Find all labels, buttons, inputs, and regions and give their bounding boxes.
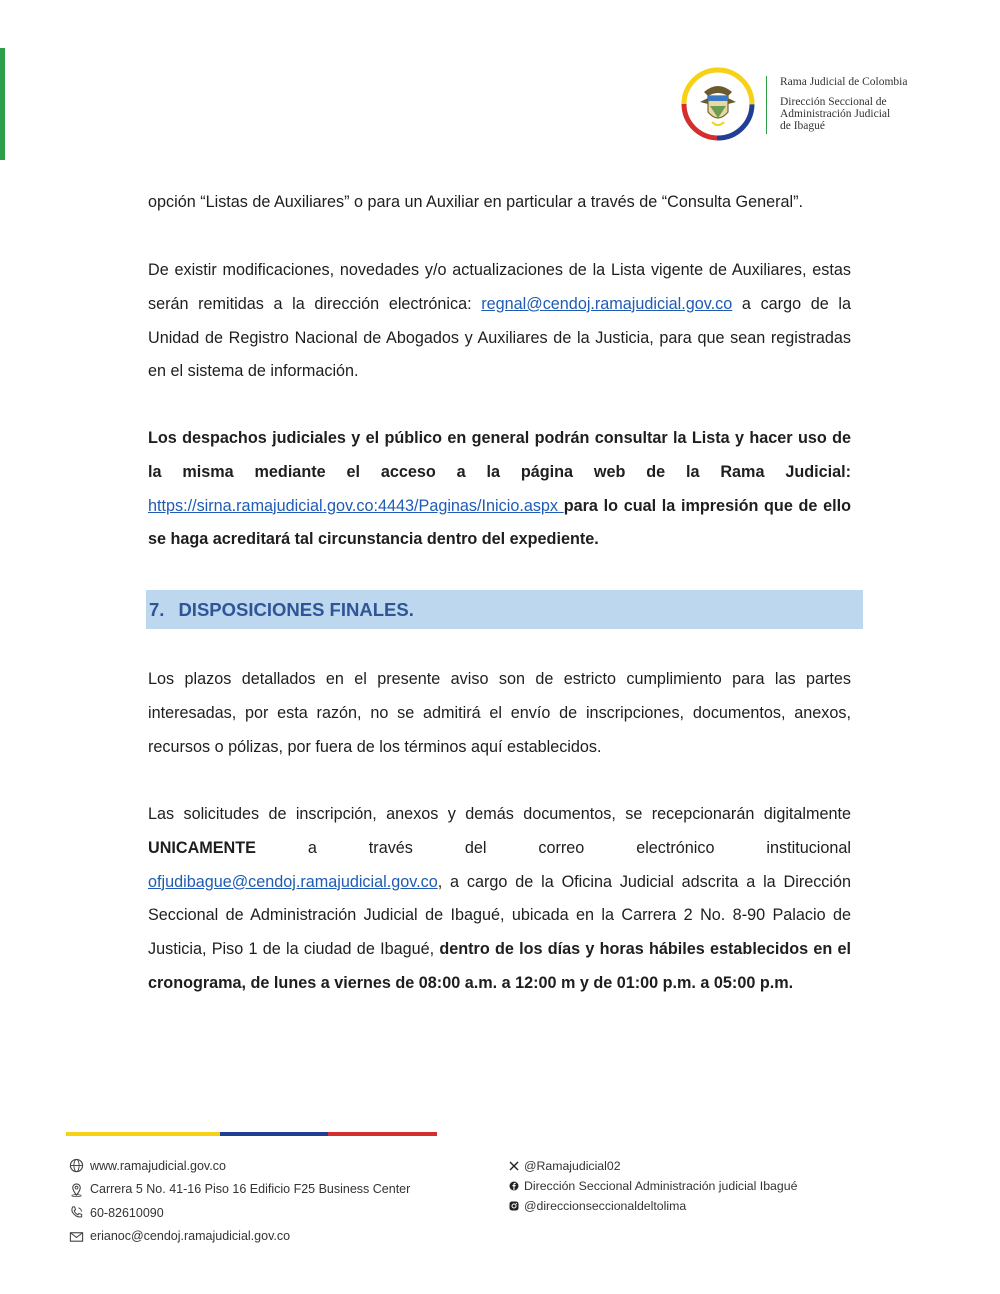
paragraph-plazos: Los plazos detallados en el presente aviso son de estricto cumplimiento para las partes interesadas, por esta razón, no se admitirá el envío de inscripciones, documentos, anexos, recursos o pólizas, por fuera de los términos aquí establecidos.: [148, 670, 851, 756]
x-logo-icon: [508, 1158, 519, 1174]
section-title: DISPOSICIONES FINALES.: [178, 599, 414, 620]
phone-icon: [68, 1205, 84, 1221]
footer-facebook-row: [508, 1176, 797, 1196]
footer-x-handle[interactable]: @Ramajudicial02: [524, 1159, 621, 1173]
envelope-icon: [68, 1228, 84, 1244]
footer-x-row: [508, 1156, 797, 1176]
paragraph-modificaciones: De existir modificaciones, novedades y/o actualizaciones de la Lista vigente de Auxiliares, estas serán remitidas a la dirección electrónica: regnal@cendoj.ramajudicial.gov.co a cargo de la Unidad de Registro Nacional de Abogados y Auxiliares de la Justicia, para que sean registradas en el sistema de información.: [148, 261, 851, 381]
location-pin-icon: [68, 1181, 84, 1197]
footer-website[interactable]: www.ramajudicial.gov.co: [90, 1158, 226, 1173]
footer-phone-row: [68, 1201, 410, 1225]
footer-facebook[interactable]: Dirección Seccional Administración judicial Ibagué: [524, 1179, 798, 1193]
section-heading: [146, 590, 863, 629]
footer-contact: [68, 1154, 410, 1248]
section-number: 7.: [149, 599, 165, 620]
footer-phone: 60-82610090: [90, 1205, 164, 1220]
footer-line-red: [328, 1132, 437, 1136]
globe-icon: [68, 1158, 84, 1174]
footer-social: [508, 1156, 797, 1216]
footer-instagram[interactable]: @direccionseccionaldeltolima: [524, 1199, 687, 1213]
schedule-text: dentro de los días y horas hábiles establecidos en el cronograma, de lunes a viernes de 08:00 a.m. a 12:00 m y de 01:00 p.m. a 05:00 p.m.: [148, 940, 851, 992]
logo-divider: [766, 76, 767, 134]
paragraph-consulta: opción “Listas de Auxiliares” o para un Auxiliar en particular a través de “Consulta General”.: [148, 193, 804, 211]
org-line-3: Administración Judicial: [780, 108, 891, 120]
instagram-icon: [508, 1198, 519, 1214]
sirna-website-link[interactable]: https://sirna.ramajudicial.gov.co:4443/Paginas/Inicio.aspx: [148, 496, 564, 515]
footer-email[interactable]: erianoc@cendoj.ramajudicial.gov.co: [90, 1229, 291, 1244]
ofjudibague-email-link[interactable]: ofjudibague@cendoj.ramajudicial.gov.co: [148, 872, 438, 891]
left-accent-bar: [0, 48, 5, 160]
footer-email-row: [68, 1225, 410, 1249]
footer-address-row: [68, 1178, 410, 1202]
paragraph-solicitudes: Las solicitudes de inscripción, anexos y demás documentos, se recepcionarán digitalmente UNICAMENTE a través del correo electrónico institucional ofjudibague@cendoj.ramajudicial.gov.co, a cargo de la Oficina Judicial adscrita a la Dirección Seccional de Administración Judicial de Ibagué, ubicada en la Carrera 2 No. 8-90 Palacio de Justicia, Piso 1 de la ciudad de Ibagué, dentro de los días y horas hábiles establecidos en el cronograma, de lunes a viernes de 08:00 a.m. a 12:00 m y de 01:00 p.m. a 05:00 p.m.: [148, 805, 851, 992]
org-line-2: Dirección Seccional de: [780, 96, 887, 108]
coat-of-arms-logo: [680, 66, 756, 142]
footer-website-row: [68, 1154, 410, 1178]
facebook-icon: [508, 1178, 519, 1194]
unicamente-text: UNICAMENTE: [148, 838, 256, 857]
organization-name: [780, 75, 907, 132]
footer-instagram-row: [508, 1196, 797, 1216]
paragraph-consulta-publica: Los despachos judiciales y el público en general podrán consultar la Lista y hacer uso de la misma mediante el acceso a la página web de la Rama Judicial: https://sirna.ramajudicial.gov.co:4443/Paginas/Inicio.aspx para lo cual la impresión que de ello se haga acreditará tal circunstancia dentro del expediente.: [148, 429, 851, 549]
org-line-1: Rama Judicial de Colombia: [780, 76, 908, 88]
org-line-4: de Ibagué: [780, 120, 826, 132]
regnal-email-link[interactable]: regnal@cendoj.ramajudicial.gov.co: [481, 294, 733, 313]
footer-address: Carrera 5 No. 41-16 Piso 16 Edificio F25 Business Center: [90, 1182, 411, 1197]
footer-line-yellow: [66, 1132, 220, 1136]
footer-line-blue: [220, 1132, 328, 1136]
